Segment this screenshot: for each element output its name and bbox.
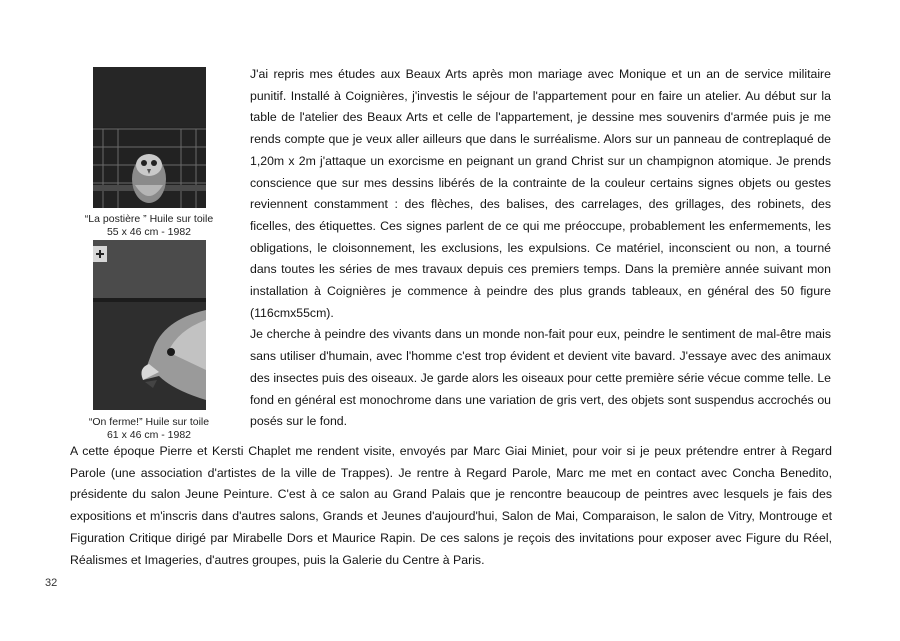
figure-caption-2 (68, 416, 230, 442)
figure-caption-1 (68, 213, 230, 239)
figure-caption-1-details: 55 x 46 cm - 1982 (106, 226, 192, 238)
painting-la-postiere-image (93, 67, 206, 208)
paragraph-3: A cette époque Pierre et Kersti Chaplet me rendent visite, envoyés par Marc Giai Miniet, pour voir si je peux prétendre entrer à Regard Parole (une association d'artistes de la ville de Trappes). Je rentre à Regard Parole, Marc me met en contact avec Concha Benedito, présidente du salon Jeune Peinture. C'est à ce salon au Grand Palais que je rencontre beaucoup de peintres avec lesquels je fais des expositions et m'inscris dans d'autres salons, Grands et Jeunes d'aujourd'hui, Salon de Mai, Comparaison, le salon de Vitry, Montrouge et Figuration Critique dirigé par Mirabelle Dors et Maurice Rapin. De ces salons je reçois des invitations pour exposer avec Figure du Réel, Réalismes et Imageries, d'autres groupes, puis la Galerie du Centre à Paris. (70, 444, 832, 567)
painting-on-ferme-image (93, 240, 206, 410)
paragraph-2: Je cherche à peindre des vivants dans un monde non-fait pour eux, peindre le sentiment de mal-être mais sans utiliser d'humain, avec l'homme c'est trop évident et devient vite bavard. J'essaye avec des animaux des insectes puis des oiseaux. Je garde alors les oiseaux pour cette première série vécue comme telle. Le fond en général est monochrome dans une variation de gris vert, des objets sont suspendus accrochés ou posés sur le fond. (250, 327, 831, 429)
painting-on-ferme (93, 240, 206, 410)
page-number: 32 (45, 577, 58, 589)
body-text-column (250, 64, 831, 433)
painting-la-postiere (93, 67, 206, 208)
figure-caption-2-title: “On ferme!” Huile sur toile (88, 416, 210, 428)
figure-caption-2-details: 61 x 46 cm - 1982 (106, 429, 192, 441)
figure-caption-1-title: “La postière ” Huile sur toile (84, 213, 214, 225)
paragraph-1: J'ai repris mes études aux Beaux Arts après mon mariage avec Monique et un an de service militaire punitif. Installé à Coignières, j'investis le séjour de l'appartement pour en faire un atelier. Au début sur la table de l'atelier des Beaux Arts et celle de l'appartement, je dessine mes souvenirs d'armée puis je me rends compte que je veux aller ailleurs que dans le surréalisme. Alors sur un panneau de contreplaqué de 1,20m x 2m j'attaque un exorcisme en peignant un grand Christ sur un champignon atomique. Je prends conscience que sur mes dessins libérés de la contrainte de la couleur certains signes objets ou gestes reviennent constamment : des flèches, des balises, des carrelages, des grillages, des robinets, des ficelles, des étiquettes. Ces signes parlent de ce qui me préoccupe, probablement les enfermements, les obligations, le cloisonnement, les exclusions, les expulsions. Ce matériel, inconscient ou non, a tourné dans toutes les séries de mes travaux depuis ces premiers temps. Dans la première année suivant mon installation à Coignières je commence à peindre des plus grands tableaux, en général des 50 figure (116cmx55cm). (250, 67, 831, 320)
